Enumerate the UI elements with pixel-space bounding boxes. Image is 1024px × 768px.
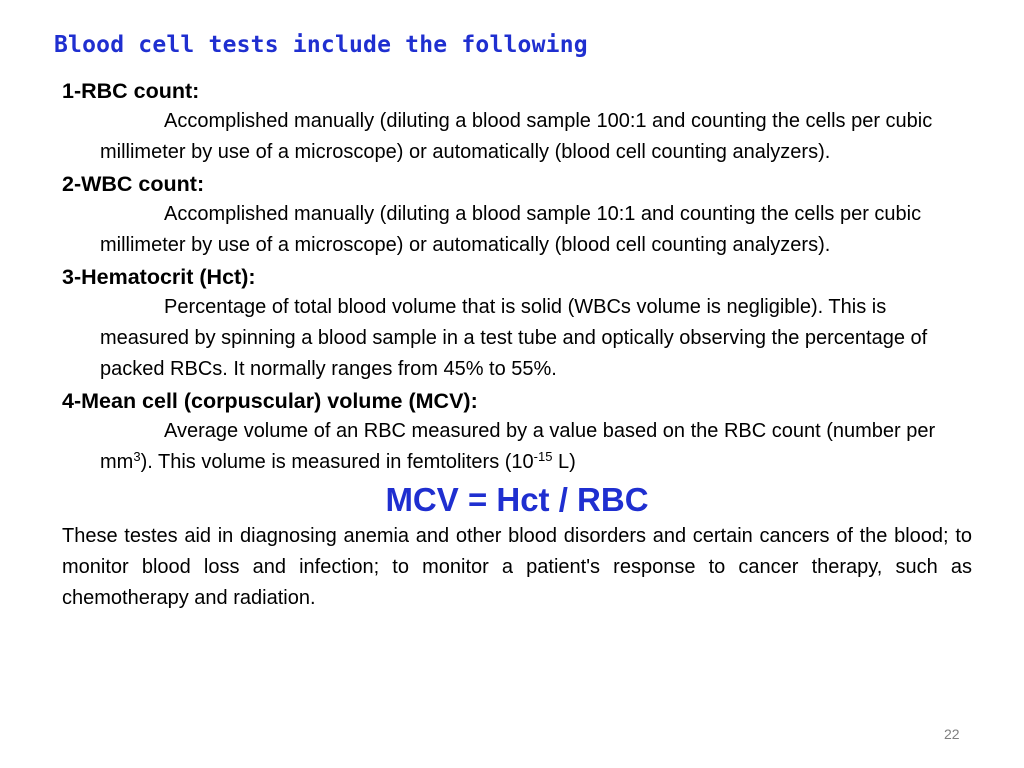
mcv-body-text-3: L) (552, 451, 576, 473)
item-body-hematocrit: Percentage of total blood volume that is solid (WBCs volume is negligible). This is measured by spinning a blood sample in a test tube and optically observing the percentage of packed RBCs. It normally ranges from 45% to 55%. (100, 296, 928, 380)
summary-paragraph: These testes aid in diagnosing anemia and other blood disorders and certain cancers of the blood; to monitor blood loss and infection; to monitor a patient's response to cancer therapy, such as chemotherapy and radiation. (62, 525, 972, 609)
item-body-rbc-count: Accomplished manually (diluting a blood sample 100:1 and counting the cells per cubic millimeter by use of a microscope) or automatically (blood cell counting analyzers). (100, 110, 933, 163)
mcv-superscript-cubic: 3 (133, 449, 141, 464)
mcv-body-text-1: Average volume of an RBC measured by a value based on the RBC count (number per mm (100, 420, 936, 473)
mcv-body-text-2: ). This volume is measured in femtoliters (10 (140, 451, 534, 473)
item-heading-wbc-count: 2-WBC count: (62, 172, 205, 196)
item-heading-hematocrit: 3-Hematocrit (Hct): (62, 265, 256, 289)
slide-title: Blood cell tests include the following (54, 32, 588, 58)
item-heading-mcv: 4-Mean cell (corpuscular) volume (MCV): (62, 389, 478, 413)
mcv-superscript-exponent: -15 (533, 449, 553, 464)
page-number: 22 (944, 726, 960, 742)
item-body-wbc-count: Accomplished manually (diluting a blood sample 10:1 and counting the cells per cubic millimeter by use of a microscope) or automatically (blood cell counting analyzers). (100, 203, 922, 256)
item-body-mcv (100, 416, 980, 478)
slide-content (62, 76, 972, 614)
mcv-formula: MCV = Hct / RBC (385, 481, 649, 518)
item-heading-rbc-count: 1-RBC count: (62, 79, 200, 103)
